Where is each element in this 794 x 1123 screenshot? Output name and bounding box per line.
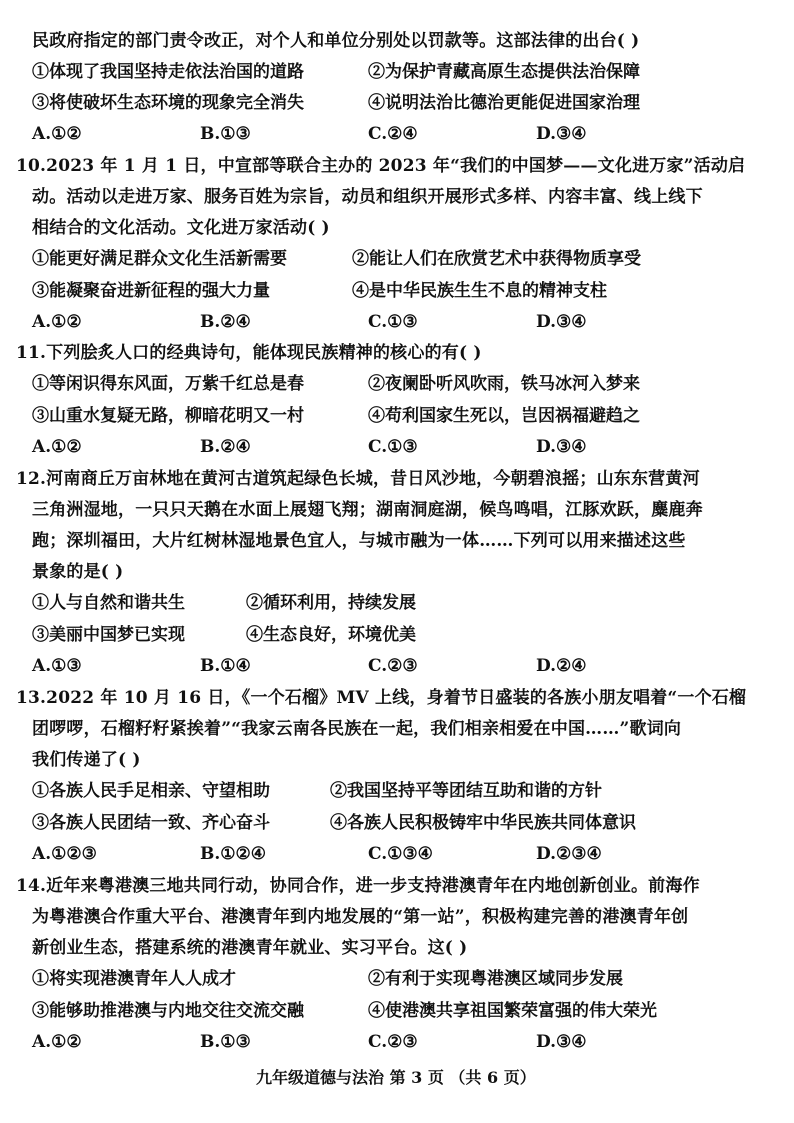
q13-item-1: ①各族人民手足相亲、守望相助 [32, 781, 270, 801]
q13-choice-d: D.②③④ [536, 844, 602, 864]
q9-item-1: ①体现了我国坚持走依法治国的道路 [32, 62, 304, 82]
q10-item-3: ③能凝聚奋进新征程的强大力量 [32, 281, 270, 301]
q14-item-4: ④使港澳共享祖国繁荣富强的伟大荣光 [368, 1001, 657, 1021]
q9-stem-line: 民政府指定的部门责令改正，对个人和单位分别处以罚款等。这部法律的出台( ) [32, 31, 640, 51]
q10-choice-c: C.①③ [368, 312, 418, 332]
q13-stem-line-1: 13.2022 年 10 月 16 日，《一个石榴》MV 上线，身着节日盛装的各族小朋友唱着“一个石榴 [16, 688, 747, 708]
q11-item-1: ①等闲识得东风面，万紫千红总是春 [32, 374, 304, 394]
q13-choice-a: A.①②③ [32, 844, 97, 864]
q10-item-2: ②能让人们在欣赏艺术中获得物质享受 [352, 249, 641, 269]
q10-item-4: ④是中华民族生生不息的精神支柱 [352, 281, 607, 301]
q9-item-3: ③将使破坏生态环境的现象完全消失 [32, 93, 304, 113]
q11-stem-line-1: 11.下列脍炙人口的经典诗句，能体现民族精神的核心的有( ) [16, 343, 482, 363]
q11-item-3: ③山重水复疑无路，柳暗花明又一村 [32, 406, 304, 426]
q10-stem-line-2: 动。活动以走进万家、服务百姓为宗旨，动员和组织开展形式多样、内容丰富、线上线下 [32, 187, 703, 207]
q10-stem-line-3: 相结合的文化活动。文化进万家活动( ) [32, 218, 330, 238]
q13-choice-c: C.①③④ [368, 844, 433, 864]
q12-stem-line-4: 景象的是( ) [32, 562, 124, 582]
q12-item-2: ②循环利用，持续发展 [246, 593, 416, 613]
q13-choice-b: B.①②④ [200, 844, 267, 864]
q12-choice-a: A.①③ [32, 656, 82, 676]
q11-item-4: ④苟利国家生死以，岂因祸福避趋之 [368, 406, 640, 426]
q9-choice-c: C.②④ [368, 124, 418, 144]
q12-item-3: ③美丽中国梦已实现 [32, 625, 185, 645]
q9-item-4: ④说明法治比德治更能促进国家治理 [368, 93, 640, 113]
q13-stem-line-3: 我们传递了( ) [32, 750, 141, 770]
q14-choice-b: B.①③ [200, 1032, 251, 1052]
q9-choice-b: B.①③ [200, 124, 251, 144]
q14-item-2: ②有利于实现粤港澳区域同步发展 [368, 969, 623, 989]
q12-item-1: ①人与自然和谐共生 [32, 593, 185, 613]
q10-choice-b: B.②④ [200, 312, 251, 332]
q11-choice-c: C.①③ [368, 437, 418, 457]
q12-choice-b: B.①④ [200, 656, 251, 676]
q9-item-2: ②为保护青藏高原生态提供法治保障 [368, 62, 640, 82]
q12-stem-line-3: 跑；深圳福田，大片红树林湿地景色宜人，与城市融为一体……下列可以用来描述这些 [32, 531, 686, 551]
q10-stem-line-1: 10.2023 年 1 月 1 日，中宣部等联合主办的 2023 年“我们的中国梦——文化进万家”活动启 [16, 156, 746, 176]
q12-choice-c: C.②③ [368, 656, 418, 676]
q10-choice-d: D.③④ [536, 312, 587, 332]
q12-stem-line-2: 三角洲湿地，一只只天鹅在水面上展翅飞翔；湖南洞庭湖，候鸟鸣唱，江豚欢跃，麋鹿奔 [32, 500, 703, 520]
q14-item-1: ①将实现港澳青年人人成才 [32, 969, 236, 989]
q10-item-1: ①能更好满足群众文化生活新需要 [32, 249, 287, 269]
q14-stem-line-2: 为粤港澳合作重大平台、港澳青年到内地发展的“第一站”，积极构建完善的港澳青年创 [32, 907, 689, 927]
q11-choice-a: A.①② [32, 437, 82, 457]
page-footer: 九年级道德与法治 第 3 页 （共 6 页） [256, 1068, 536, 1087]
q12-stem-line-1: 12.河南商丘万亩林地在黄河古道筑起绿色长城，昔日风沙地，今朝碧浪摇；山东东营黄河 [16, 469, 700, 489]
q14-choice-a: A.①② [32, 1032, 82, 1052]
q9-choice-a: A.①② [32, 124, 82, 144]
q11-choice-b: B.②④ [200, 437, 251, 457]
q14-choice-c: C.②③ [368, 1032, 418, 1052]
q11-item-2: ②夜阑卧听风吹雨，铁马冰河入梦来 [368, 374, 640, 394]
q13-item-3: ③各族人民团结一致、齐心奋斗 [32, 813, 270, 833]
q9-choice-d: D.③④ [536, 124, 587, 144]
q11-choice-d: D.③④ [536, 437, 587, 457]
q13-item-4: ④各族人民积极铸牢中华民族共同体意识 [330, 813, 636, 833]
q13-item-2: ②我国坚持平等团结互助和谐的方针 [330, 781, 602, 801]
q14-stem-line-3: 新创业生态，搭建系统的港澳青年就业、实习平台。这( ) [32, 938, 468, 958]
q10-choice-a: A.①② [32, 312, 82, 332]
q14-choice-d: D.③④ [536, 1032, 587, 1052]
q12-item-4: ④生态良好，环境优美 [246, 625, 416, 645]
q14-item-3: ③能够助推港澳与内地交往交流交融 [32, 1001, 304, 1021]
q12-choice-d: D.②④ [536, 656, 587, 676]
q13-stem-line-2: 团啰啰，石榴籽籽紧挨着”“我家云南各民族在一起，我们相亲相爱在中国……”歌词向 [32, 719, 682, 739]
q14-stem-line-1: 14.近年来粤港澳三地共同行动，协同合作，进一步支持港澳青年在内地创新创业。前海作 [16, 876, 700, 896]
